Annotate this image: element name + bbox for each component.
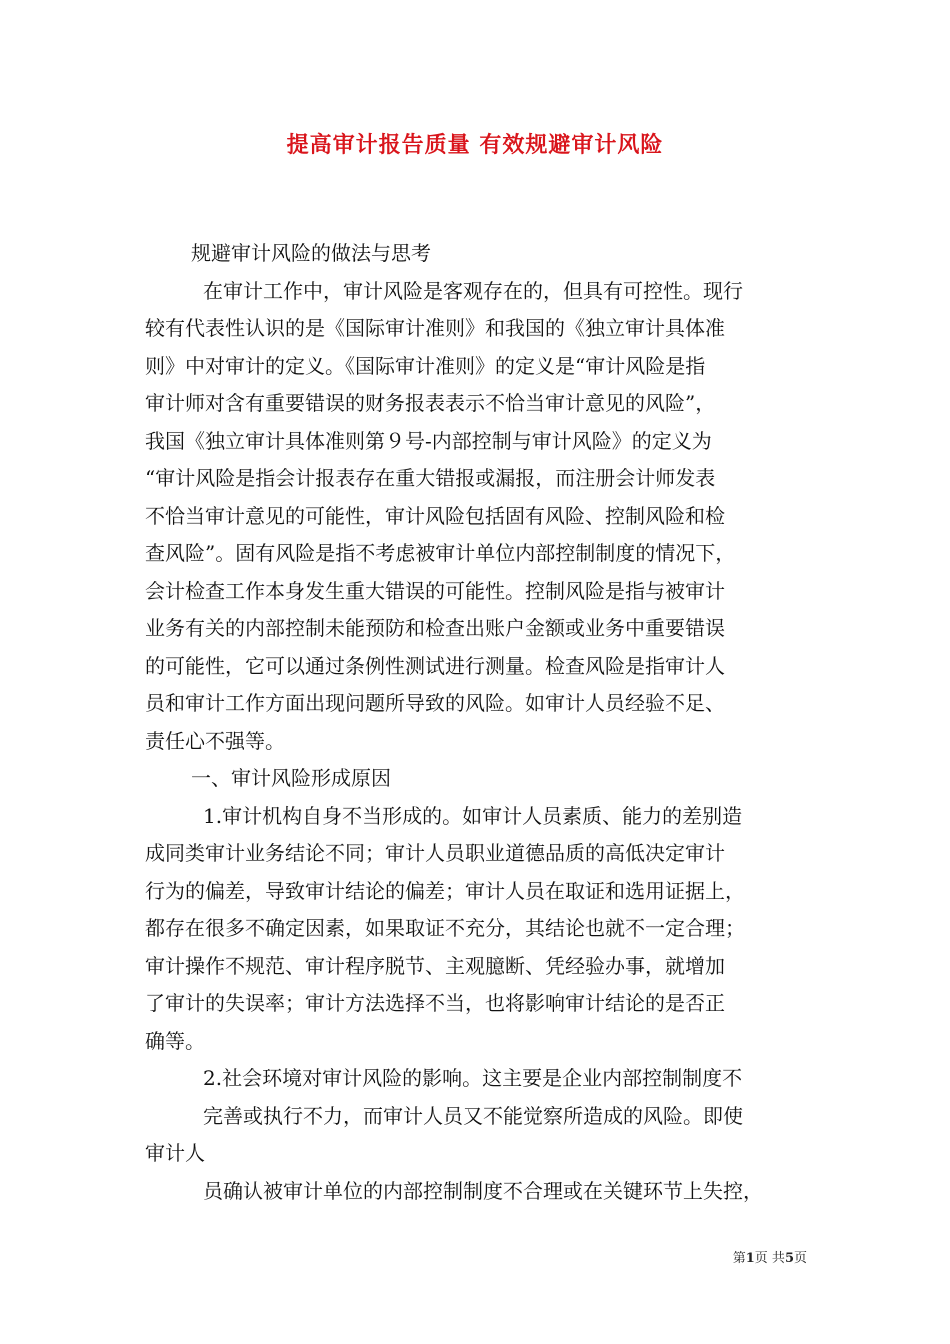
document-body: [145, 235, 815, 1210]
page-number: 1: [745, 1251, 755, 1266]
paragraph-line: 规避审计风险的做法与思考: [191, 241, 431, 265]
paragraph-line: 员确认被审计单位的内部控制制度不合理或在关键环节上失控，: [203, 1178, 763, 1203]
paragraph-line: 的可能性，它可以通过条例性测试进行测量。检查风险是指审计人: [145, 653, 725, 678]
paragraph-line: 了审计的失误率；审计方法选择不当，也将影响审计结论的是否正: [145, 991, 725, 1015]
section-heading: 一、审计风险形成原因: [191, 766, 391, 790]
paragraph-line: “审计风险是指会计报表存在重大错报或漏报，而注册会计师发表: [145, 466, 716, 490]
paragraph-line: 责任心不强等。: [145, 728, 285, 753]
paragraph-line: 不恰当审计意见的可能性，审计风险包括固有风险、控制风险和检: [145, 503, 725, 528]
paragraph-line: 行为的偏差，导致审计结论的偏差；审计人员在取证和选用证据上，: [145, 878, 745, 903]
paragraph-line: 在审计工作中，审计风险是客观存在的，但具有可控性。现行: [203, 278, 743, 303]
total-pages: 5: [784, 1251, 794, 1266]
page-footer: [733, 1247, 807, 1266]
paragraph-line: 则》中对审计的定义。《国际审计准则》的定义是“审计风险是指: [145, 353, 706, 378]
footer-middle: 页 共: [754, 1251, 785, 1266]
paragraph-line: 都存在很多不确定因素，如果取证不充分，其结论也就不一定合理；: [145, 916, 745, 940]
paragraph-line: 成同类审计业务结论不同；审计人员职业道德品质的高低决定审计: [145, 841, 725, 865]
document-title: 提高审计报告质量 有效规避审计风险: [286, 132, 664, 158]
paragraph-line: 会计检查工作本身发生重大错误的可能性。控制风险是指与被审计: [145, 578, 725, 603]
paragraph-line: 确等。: [145, 1028, 205, 1053]
paragraph-line: 较有代表性认识的是《国际审计准则》和我国的《独立审计具体准: [145, 316, 725, 340]
paragraph-line: 员和审计工作方面出现问题所导致的风险。如审计人员经验不足、: [145, 691, 725, 715]
paragraph-line: 审计操作不规范、审计程序脱节、主观臆断、凭经验办事，就增加: [145, 953, 725, 978]
paragraph-line: 业务有关的内部控制未能预防和检查出账户金额或业务中重要错误: [145, 616, 725, 640]
paragraph-line: 完善或执行不力，而审计人员又不能觉察所造成的风险。即使: [203, 1103, 743, 1128]
paragraph-line: 我国《独立审计具体准则第９号-内部控制与审计风险》的定义为: [145, 428, 712, 453]
paragraph-line: 2.社会环境对审计风险的影响。这主要是企业内部控制制度不: [203, 1066, 743, 1090]
paragraph-line: 审计人: [145, 1141, 205, 1165]
paragraph-line: 审计师对含有重要错误的财务报表表示不恰当审计意见的风险”，: [145, 391, 716, 415]
paragraph-line: 1.审计机构自身不当形成的。如审计人员素质、能力的差别造: [203, 803, 743, 828]
footer-suffix: 页: [793, 1251, 807, 1266]
footer-prefix: 第: [732, 1251, 746, 1266]
paragraph-line: 查风险”。固有风险是指不考虑被审计单位内部控制制度的情况下，: [145, 541, 736, 565]
